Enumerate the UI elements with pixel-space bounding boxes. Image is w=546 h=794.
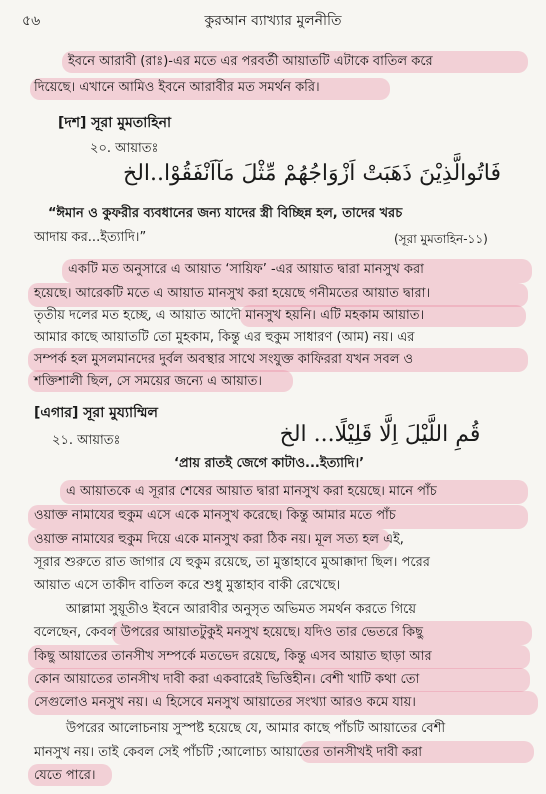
quote-line: “ঈমান ও কুফরীর ব্যবধানের জন্য যাদের স্ত্রী বিচ্ছিন্ন হল, তাদের খরচ: [48, 206, 403, 221]
arabic-verse: قُمِ اللَّيْلَ اِلَّا قَلِيْلًا... الخ: [279, 422, 481, 447]
verse-label: ২০. আয়াতঃ: [90, 141, 159, 156]
paragraph-line: কিছু আয়াতের তানসীখ সম্পর্কে মতভেদ রয়েছে, কিন্তু এসব আয়াত ছাড়া আর: [34, 649, 432, 664]
paragraph-line: যেতে পারে।: [34, 768, 96, 783]
paragraph-line: দিয়েছে। এখানে আমিও ইবনে আরাবীর মত সমর্থন করি।: [34, 80, 320, 95]
paragraph-line: আয়াত এসে তাকীদ বাতিল করে শুধু মুস্তাহাব বাকী রেখেছে।: [34, 578, 341, 593]
paragraph-line: সেগুলোও মনসুখ নয়। এ হিসেবে মনসুখ আয়াতের সংখ্যা আরও কমে যায়।: [34, 695, 416, 710]
paragraph-line: বলেছেন, কেবল উপরের আয়াতটুকুই মনসুখ হয়েছে। যদিও তার ভেতরে কিছু: [34, 625, 424, 640]
paragraph-line: শক্তিশালী ছিল, সে সময়ের জন্যে এ আয়াত।: [34, 374, 263, 389]
paragraph-line: উপরের আলোচনায় সুস্পষ্ট হয়েছে যে, আমার কাছে পাঁচটি আয়াতের বেশী: [66, 721, 446, 736]
paragraph-line: মানসুখ নয়। তাই কেবল সেই পাঁচটি ;আলোচ্য আয়াতের তানসীখই দাবী করা: [34, 745, 423, 760]
paragraph-line: ওয়াক্ত নামাযের হুকুম দিয়ে একে মানসুখ করা ঠিক নয়। মূল সত্য হল এই,: [34, 532, 404, 547]
section-heading: [দশ] সূরা মুমতাহিনা: [58, 115, 172, 131]
arabic-verse: فَاتُوالَّذِيْنَ ذَهَبَتْ اَزْوَاجُهُمْ مِّثْلَ مَآاَنْفَقُوْا..الخ: [123, 161, 501, 186]
paragraph-line: সম্পর্ক হল মুসলমানদের দুর্বল অবস্থার সাথে সংযুক্ত কাফিররা যখন সবল ও: [34, 352, 414, 367]
paragraph-line: আমার কাছে আয়াতটি তো মুহকাম, কিন্তু এর হুকুম সাধারণ (আম) নয়। এর: [34, 330, 415, 345]
section-heading: [এগার] সূরা মুয্যাম্মিল: [34, 405, 158, 421]
paragraph-line: হয়েছে। আরেকটি মতে এ আয়াত মানসুখ করা হয়েছে গনীমতের আয়াত দ্বারা।: [34, 286, 431, 301]
verse-label: ২১. আয়াতঃ: [52, 433, 121, 448]
paragraph-line: কোন আয়াতের তানসীখ দাবী করা একবারেই ভিত্তিহীন। বেশী খাটি কথা তো: [34, 672, 420, 687]
page-number: ৫৬: [22, 13, 41, 29]
paragraph-line: তৃতীয় দলের মত হচ্ছে, এ আয়াত আদৌ মানসুখ হয়নি। এটি মহকাম আয়াত।: [34, 308, 425, 323]
paragraph-line: আল্লামা সুয়ূতীও ইবনে আরাবীর অনুসৃত অভিমত সমর্থন করতে গিয়ে: [66, 602, 417, 617]
running-header-title: কুরআন ব্যাখ্যার মুলনীতি: [204, 13, 342, 29]
verse-reference: (সূরা মুমতাহিন-১১): [394, 232, 488, 246]
paragraph-line: এ আয়াতকে এ সূরার শেষের আয়াত দ্বারা মানসুখ করা হয়েছে। মানে পাঁচ: [66, 484, 437, 499]
paragraph-line: ইবনে আরাবী (রাঃ)-এর মতে এর পরবর্তী আয়াতটি এটাকে বাতিল করে: [68, 54, 433, 69]
verse-translation: ‘প্রায় রাতই জেগে কাটাও...ইত্যাদি।’: [174, 456, 365, 471]
paragraph-line: একটি মত অনুসারে এ আয়াত ‘সায়িফ’ -এর আয়াত দ্বারা মানসুখ করা: [68, 262, 424, 277]
quote-line: আদায় কর...ইত্যাদি।”: [34, 230, 147, 245]
paragraph-line: ওয়াক্ত নামাযের হুকুম এসে একে মানসুখ করেছে। কিন্তু আমার মতে পাঁচ: [34, 508, 396, 523]
paragraph-line: সূরার শুরুতে রাত জাগার যে হুকুম রয়েছে, তা মুস্তাহাবে মুআক্কাদা ছিল। পরের: [34, 555, 430, 570]
